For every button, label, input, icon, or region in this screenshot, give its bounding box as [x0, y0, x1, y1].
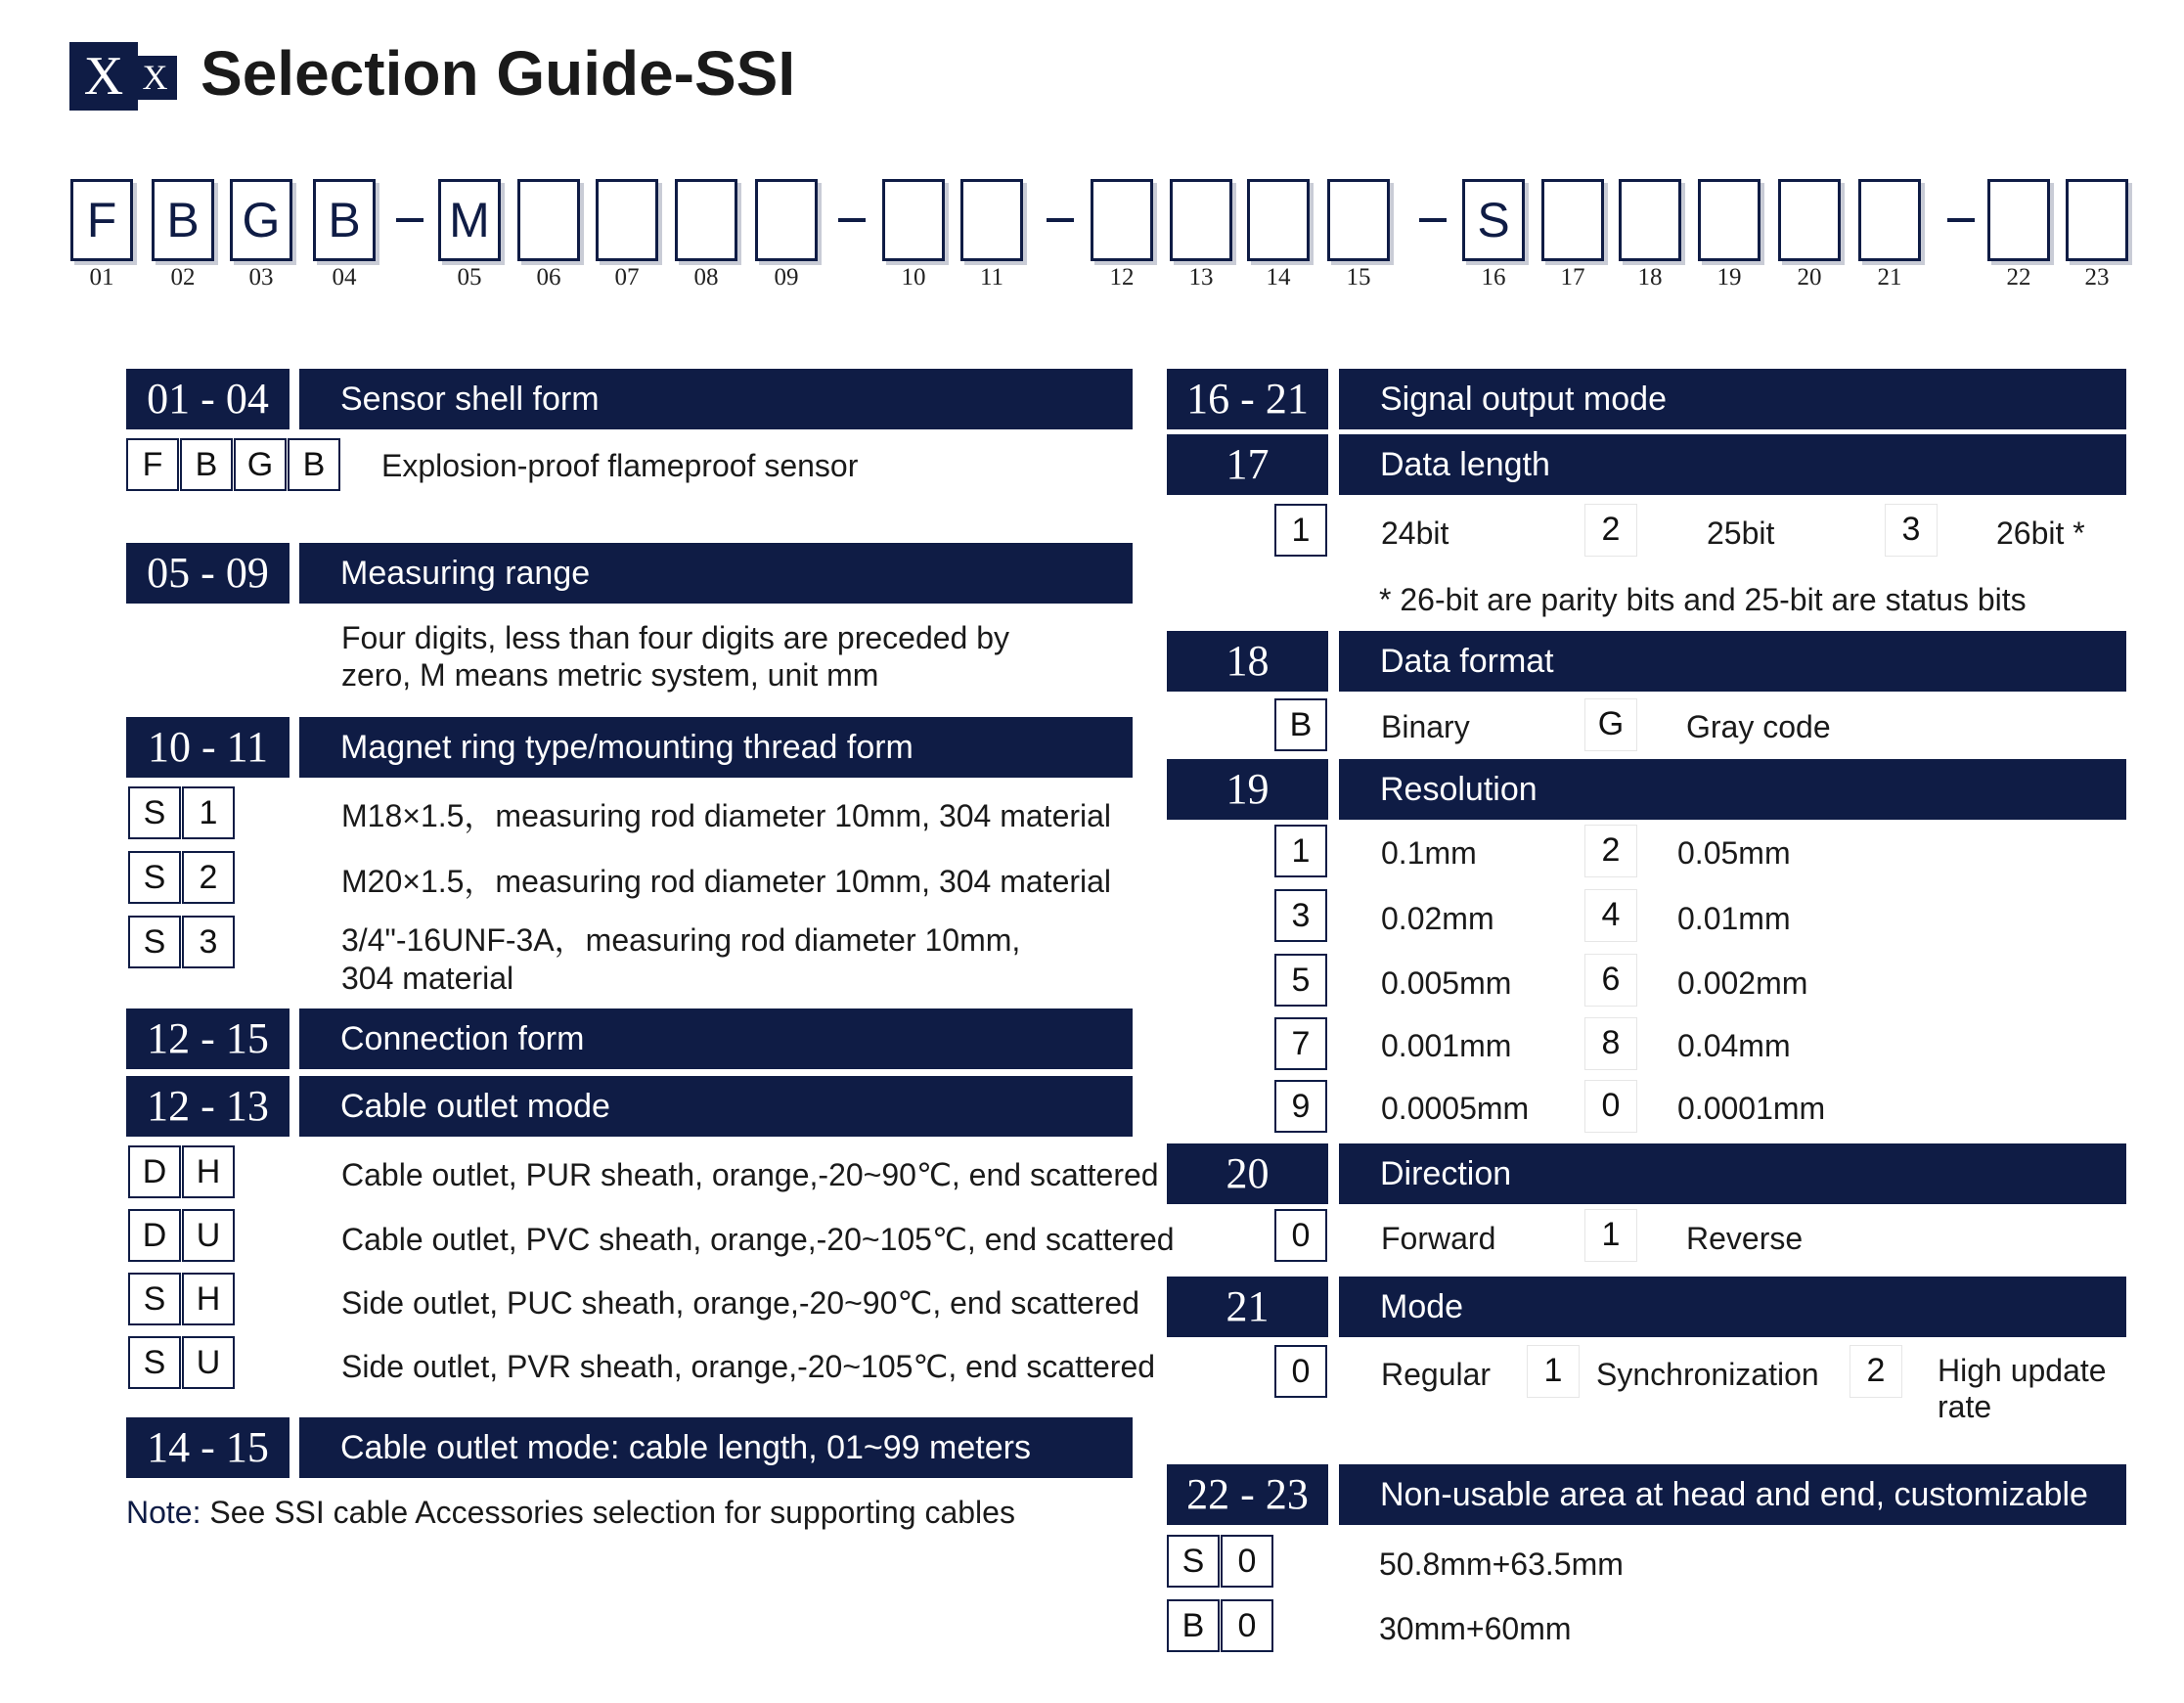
option-value: 0.0005mm	[1381, 1091, 1530, 1126]
option-value: 0.1mm	[1381, 835, 1477, 871]
code-box-11	[960, 179, 1023, 261]
code-separator-dash	[1419, 218, 1447, 222]
option-box: S	[128, 1273, 181, 1325]
option-box: 4	[1584, 889, 1637, 942]
code-box-02: B	[152, 179, 214, 261]
code-separator-dash	[1047, 218, 1074, 222]
section-title-direction: Direction	[1339, 1143, 2126, 1204]
code-box-19	[1698, 179, 1761, 261]
code-box-14	[1247, 179, 1310, 261]
code-separator-dash	[1947, 218, 1975, 222]
code-box-06	[517, 179, 580, 261]
option-box: 3	[1885, 504, 1938, 557]
code-box-15	[1327, 179, 1390, 261]
code-box-05: M	[438, 179, 501, 261]
code-box-21	[1858, 179, 1921, 261]
code-position-label: 18	[1637, 264, 1663, 291]
option-box: 0	[1221, 1599, 1273, 1652]
section-title-magnet-ring: Magnet ring type/mounting thread form	[299, 717, 1133, 778]
section-number-01-04: 01 - 04	[126, 369, 290, 429]
code-position-label: 04	[332, 264, 357, 291]
option-box: 8	[1584, 1017, 1637, 1070]
option-description: Side outlet, PUC sheath, orange,-20~90℃, end scattered	[341, 1285, 1139, 1321]
code-box-07	[596, 179, 658, 261]
code-position-label: 05	[457, 264, 482, 291]
section-number-14-15: 14 - 15	[126, 1417, 290, 1478]
option-description: M18×1.5，measuring rod diameter 10mm, 304 material	[341, 798, 1112, 833]
section-title-resolution: Resolution	[1339, 759, 2126, 820]
code-position-label: 02	[170, 264, 196, 291]
option-description: Explosion-proof flameproof sensor	[381, 448, 859, 483]
option-value: 0.01mm	[1677, 901, 1791, 936]
code-box-20	[1778, 179, 1841, 261]
option-value-line2: rate	[1938, 1389, 1992, 1424]
option-description: Cable outlet, PUR sheath, orange,-20~90℃, end scattered	[341, 1157, 1159, 1192]
section-number-20: 20	[1167, 1143, 1328, 1204]
option-value: Forward	[1381, 1221, 1496, 1256]
measuring-range-desc-line1: Four digits, less than four digits are preceded by	[341, 620, 1010, 655]
option-box: H	[182, 1145, 235, 1198]
code-position-label: 03	[248, 264, 274, 291]
code-box-22	[1987, 179, 2050, 261]
option-value: 0.001mm	[1381, 1028, 1512, 1063]
option-box: 7	[1274, 1017, 1327, 1070]
code-position-label: 17	[1560, 264, 1585, 291]
section-title-cable-outlet-mode: Cable outlet mode	[299, 1076, 1133, 1137]
code-position-label: 01	[89, 264, 114, 291]
option-box: B	[288, 438, 340, 491]
option-value: Reverse	[1686, 1221, 1804, 1256]
option-value: 0.05mm	[1677, 835, 1791, 871]
code-position-label: 14	[1266, 264, 1291, 291]
code-box-13	[1170, 179, 1232, 261]
code-box-03: G	[230, 179, 292, 261]
option-box: H	[182, 1273, 235, 1325]
option-box: 2	[182, 851, 235, 904]
option-box: F	[126, 438, 179, 491]
code-box-01: F	[70, 179, 133, 261]
section-number-19: 19	[1167, 759, 1328, 820]
option-box: U	[182, 1209, 235, 1262]
code-box-12	[1091, 179, 1153, 261]
option-box: B	[1167, 1599, 1220, 1652]
section-title-data-format: Data format	[1339, 631, 2126, 692]
option-box: D	[128, 1145, 181, 1198]
option-value: 0.002mm	[1677, 965, 1808, 1001]
section-number-12-13: 12 - 13	[126, 1076, 290, 1137]
option-box: 2	[1584, 825, 1637, 877]
logo-x-small: X	[133, 56, 177, 100]
code-box-18	[1619, 179, 1681, 261]
section-number-21: 21	[1167, 1277, 1328, 1337]
option-description: Side outlet, PVR sheath, orange,-20~105℃, end scattered	[341, 1349, 1156, 1384]
option-box: 1	[1274, 825, 1327, 877]
code-box-16: S	[1462, 179, 1525, 261]
option-box: S	[128, 786, 181, 839]
section-number-10-11: 10 - 11	[126, 717, 290, 778]
code-position-label: 09	[774, 264, 799, 291]
code-position-label: 15	[1346, 264, 1371, 291]
section-title-non-usable-area: Non-usable area at head and end, customizable	[1339, 1464, 2126, 1525]
section-number-18: 18	[1167, 631, 1328, 692]
option-value: 25bit	[1707, 515, 1775, 551]
option-value: 24bit	[1381, 515, 1449, 551]
code-position-label: 07	[614, 264, 640, 291]
code-position-label: 16	[1481, 264, 1506, 291]
section-number-12-15: 12 - 15	[126, 1008, 290, 1069]
option-value: 0.0001mm	[1677, 1091, 1826, 1126]
option-box: B	[180, 438, 233, 491]
section-title-mode: Mode	[1339, 1277, 2126, 1337]
option-description: 30mm+60mm	[1379, 1611, 1572, 1646]
option-value: Binary	[1381, 709, 1470, 744]
option-box: U	[182, 1336, 235, 1389]
code-position-label: 19	[1716, 264, 1742, 291]
option-value: Regular	[1381, 1357, 1492, 1392]
code-position-label: 23	[2084, 264, 2110, 291]
option-value: High update	[1938, 1353, 2107, 1388]
option-box: S	[1167, 1535, 1220, 1588]
logo-x-large: X	[69, 42, 138, 111]
code-box-09	[755, 179, 818, 261]
option-box: 9	[1274, 1080, 1327, 1133]
measuring-range-desc-line2: zero, M means metric system, unit mm	[341, 657, 879, 693]
section-number-22-23: 22 - 23	[1167, 1464, 1328, 1525]
section-number-16-21: 16 - 21	[1167, 369, 1328, 429]
code-position-label: 06	[536, 264, 561, 291]
section-title-data-length: Data length	[1339, 434, 2126, 495]
code-position-label: 08	[693, 264, 719, 291]
code-position-label: 20	[1797, 264, 1822, 291]
option-box: 1	[1584, 1209, 1637, 1262]
option-box: 2	[1584, 504, 1637, 557]
option-box: 1	[1527, 1345, 1580, 1398]
option-box: 6	[1584, 954, 1637, 1007]
code-box-08	[675, 179, 737, 261]
note-body: See SSI cable Accessories selection for supporting cables	[201, 1495, 1015, 1530]
section-title-signal-output-mode: Signal output mode	[1339, 369, 2126, 429]
option-value: Gray code	[1686, 709, 1831, 744]
option-box: 5	[1274, 954, 1327, 1007]
option-value: Synchronization	[1596, 1357, 1819, 1392]
code-position-label: 21	[1877, 264, 1902, 291]
code-box-17	[1541, 179, 1604, 261]
option-value: 26bit *	[1996, 515, 2085, 551]
code-box-10	[882, 179, 945, 261]
option-box: G	[234, 438, 287, 491]
option-box: 0	[1274, 1209, 1327, 1262]
option-box: S	[128, 916, 181, 968]
code-position-label: 11	[979, 264, 1004, 291]
option-value: 0.02mm	[1381, 901, 1494, 936]
code-position-label: 12	[1109, 264, 1135, 291]
option-box: 1	[1274, 504, 1327, 557]
option-description: Cable outlet, PVC sheath, orange,-20~105℃, end scattered	[341, 1222, 1175, 1257]
option-value: 0.005mm	[1381, 965, 1512, 1001]
note-label: Note:	[126, 1495, 201, 1530]
option-box: 3	[182, 916, 235, 968]
page-title: Selection Guide-SSI	[201, 38, 796, 109]
option-description: 50.8mm+63.5mm	[1379, 1546, 1624, 1582]
option-description: 3/4"-16UNF-3A，measuring rod diameter 10mm,	[341, 922, 1021, 958]
option-box: 0	[1584, 1080, 1637, 1133]
section-number-17: 17	[1167, 434, 1328, 495]
option-description: M20×1.5，measuring rod diameter 10mm, 304 material	[341, 864, 1112, 899]
data-length-note: * 26-bit are parity bits and 25-bit are status bits	[1379, 582, 2027, 617]
section-title-sensor-shell-form: Sensor shell form	[299, 369, 1133, 429]
option-box: D	[128, 1209, 181, 1262]
option-description-line2: 304 material	[341, 961, 514, 996]
section-title-cable-length: Cable outlet mode: cable length, 01~99 meters	[299, 1417, 1133, 1478]
option-box: 2	[1850, 1345, 1902, 1398]
option-box: 1	[182, 786, 235, 839]
section-number-05-09: 05 - 09	[126, 543, 290, 604]
code-box-04: B	[313, 179, 376, 261]
option-box: S	[128, 1336, 181, 1389]
note-text	[126, 1494, 1015, 1531]
section-title-measuring-range: Measuring range	[299, 543, 1133, 604]
option-box: B	[1274, 698, 1327, 751]
code-position-label: 22	[2006, 264, 2031, 291]
code-separator-dash	[396, 218, 423, 222]
option-box: 0	[1274, 1345, 1327, 1398]
option-box: G	[1584, 698, 1637, 751]
code-separator-dash	[838, 218, 866, 222]
code-position-label: 10	[901, 264, 926, 291]
code-position-label: 13	[1188, 264, 1214, 291]
code-box-23	[2066, 179, 2128, 261]
option-value: 0.04mm	[1677, 1028, 1791, 1063]
section-title-connection-form: Connection form	[299, 1008, 1133, 1069]
option-box: 0	[1221, 1535, 1273, 1588]
option-box: 3	[1274, 889, 1327, 942]
option-box: S	[128, 851, 181, 904]
